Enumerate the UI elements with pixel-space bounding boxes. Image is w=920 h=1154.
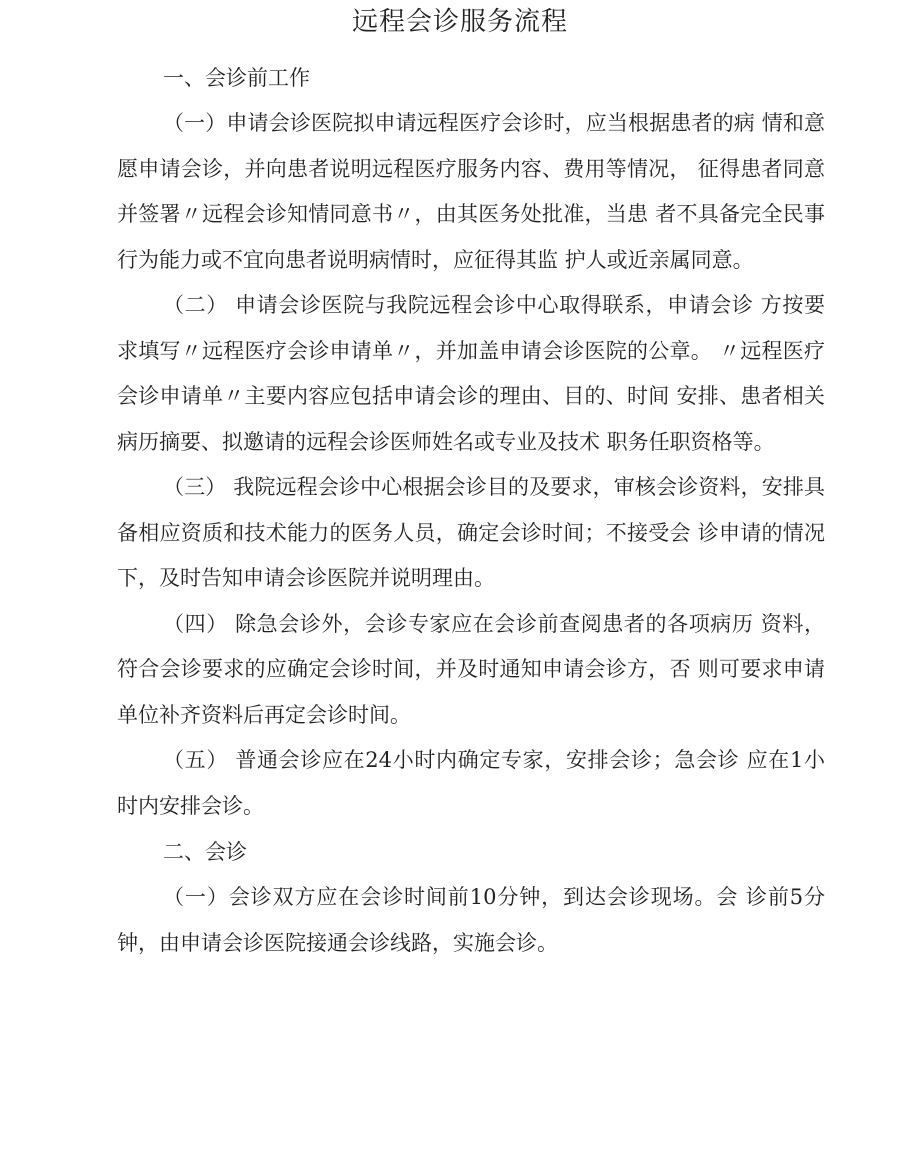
document-body [117, 55, 825, 966]
section-heading-pre-consultation: 一、会诊前工作 [163, 66, 310, 90]
paragraph-contact-center: （二） 申请会诊医院与我院远程会诊中心取得联系，申请会诊 方按要求填写〃远程医疗会诊申请单〃，并加盖申请会诊医院的公章。 〃远程医疗会诊申请单〃主要内容应包括申请会诊的理由、目的、时间 安排、患者相关病历摘要、拟邀请的远程会诊医师姓名或专业及技术 职务任职资格等。 [117, 293, 825, 454]
paragraph-review: （三） 我院远程会诊中心根据会诊目的及要求，审核会诊资料，安排具备相应资质和技术能力的医务人员，确定会诊时间；不接受会 诊申请的情况下，及时告知申请会诊医院并说明理由。 [117, 475, 825, 590]
paragraph-timing: （五） 普通会诊应在24小时内确定专家，安排会诊；急会诊 应在1小时内安排会诊。 [117, 748, 825, 818]
document-title: 远程会诊服务流程 [351, 7, 568, 37]
paragraph-application: （一）申请会诊医院拟申请远程医疗会诊时，应当根据患者的病 情和意愿申请会诊，并向患者说明远程医疗服务内容、费用等情况， 征得患者同意并签署〃远程会诊知情同意书〃，由其医务处批准，当患 者不具备完全民事行为能力或不宜向患者说明病情时，应征得其监 护人或近亲属同意。 [117, 111, 825, 272]
paragraph-expert-review: （四） 除急会诊外，会诊专家应在会诊前查阅患者的各项病历 资料，符合会诊要求的应确定会诊时间，并及时通知申请会诊方，否 则可要求申请单位补齐资料后再定会诊时间。 [117, 611, 825, 727]
section-heading-consultation: 二、会诊 [163, 840, 247, 864]
paragraph-arrival: （一）会诊双方应在会诊时间前10分钟，到达会诊现场。会 诊前5分钟，由申请会诊医院接通会诊线路，实施会诊。 [117, 885, 825, 955]
